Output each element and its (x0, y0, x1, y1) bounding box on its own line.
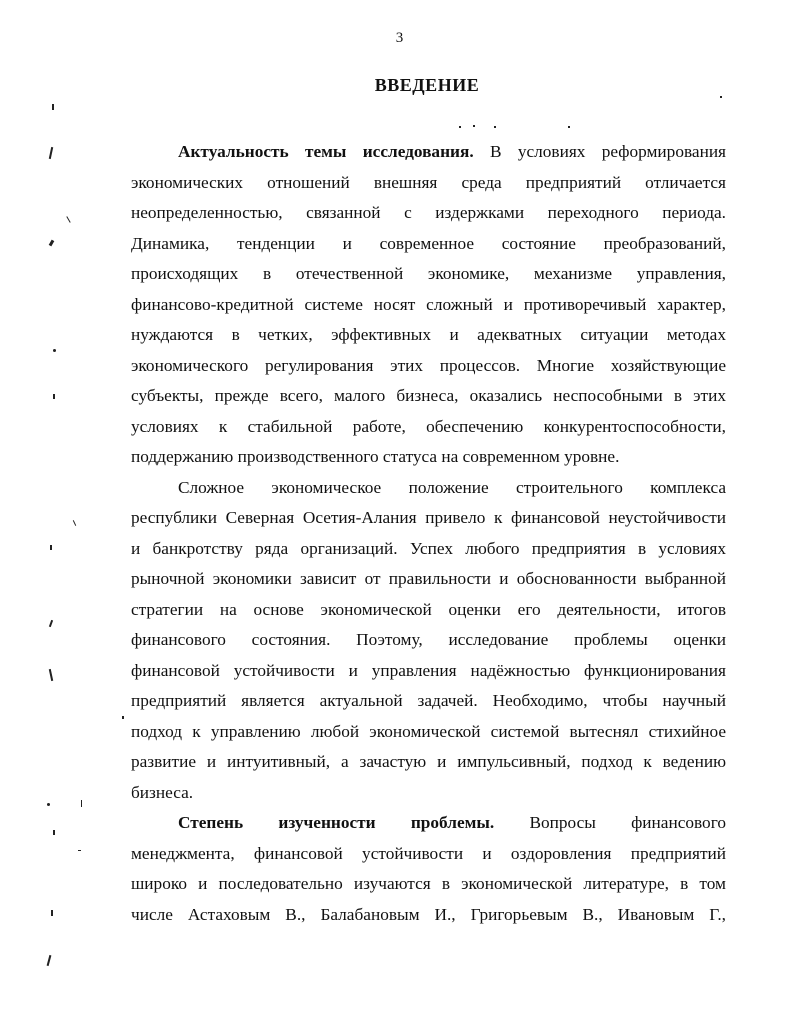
scan-artifact (52, 104, 54, 110)
text-line: Динамика, тенденции и современное состояние преобразований, (131, 233, 726, 253)
text-line: нуждаются в четких, эффективных и адекватных ситуации методах (131, 325, 726, 344)
scan-artifact (47, 803, 50, 806)
text-line: широко и последовательно изучаются в экономической литературе, в том (131, 874, 726, 893)
scan-artifact (568, 126, 570, 128)
text-line: числе Астаховым В., Балабановым И., Григорьевым В., Ивановым Г., (131, 904, 726, 924)
scan-artifact (73, 520, 76, 526)
scan-artifact (473, 125, 475, 127)
scan-artifact (53, 830, 55, 835)
text-line: Сложное экономическое положение строительного комплекса (178, 477, 726, 497)
paragraph-relevance (131, 137, 726, 473)
scan-artifact (66, 216, 70, 223)
text-line: Степень изученности проблемы. Вопросы финансового (178, 813, 726, 832)
paragraph-construction (131, 473, 726, 809)
scan-artifact (459, 126, 461, 128)
scan-artifact (49, 240, 55, 247)
text-line: республики Северная Осетия-Алания привело к финансовой неустойчивости (131, 508, 726, 527)
text-line: Актуальность темы исследования. В условиях реформирования (178, 142, 727, 161)
text-line: происходящих в отечественной экономике, механизме управления, (131, 264, 726, 283)
scan-artifact (50, 545, 52, 550)
text-line: подход к управлению любой экономической системой вытеснял стихийное (131, 721, 726, 741)
text-line: стратегии на основе экономической оценки его деятельности, итогов (131, 599, 726, 619)
scan-artifact (720, 96, 722, 98)
text-line: развитие и интуитивный, а зачастую и импульсивный, подход к ведению (131, 752, 726, 771)
text-line: финансовой устойчивости и управления надёжностью функционирования (131, 660, 726, 680)
scan-artifact (51, 910, 53, 916)
scan-artifact (49, 669, 53, 681)
text-line: и банкротству ряда организаций. Успех любого предприятия в условиях (131, 538, 726, 558)
paragraph-research-degree (131, 808, 726, 930)
text-line: менеджмента, финансовой устойчивости и оздоровления предприятий (131, 843, 726, 863)
page-title: ВВЕДЕНИЕ (374, 75, 480, 95)
scan-artifact (49, 147, 53, 159)
scan-artifact (53, 394, 55, 399)
text-line: субъекты, прежде всего, малого бизнеса, оказались неспособными в этих (131, 386, 726, 405)
scan-artifact (47, 955, 52, 966)
text-line: неопределенностью, связанной с издержками переходного периода. (131, 203, 726, 222)
scan-artifact (53, 349, 56, 352)
text-line: экономических отношений внешняя среда предприятий отличается (131, 172, 726, 192)
text-line: финансового состояния. Поэтому, исследование проблемы оценки (131, 630, 726, 649)
text-line: поддержанию производственного статуса на современном уровне. (131, 447, 620, 466)
text-line: рыночной экономики зависит от правильности и обоснованности выбранной (131, 569, 726, 588)
text-line: финансово-кредитной системе носят сложный и противоречивый характер, (131, 294, 726, 314)
scan-artifact (122, 716, 124, 719)
text-line: условиях к стабильной работе, обеспечению конкурентоспособности, (131, 416, 726, 436)
document-body (131, 137, 726, 930)
text-line: экономического регулирования этих процессов. Многие хозяйствующие (131, 355, 726, 375)
section-lead-relevance: Актуальность темы исследования. (178, 142, 474, 161)
scan-artifact (81, 800, 82, 807)
section-lead-research-degree: Степень изученности проблемы. (178, 813, 495, 832)
page-number: 3 (395, 30, 404, 46)
scan-artifact (78, 850, 81, 851)
scan-artifact (49, 620, 53, 627)
text-line: предприятий является актуальной задачей. Необходимо, чтобы научный (131, 691, 726, 710)
scan-artifact (494, 126, 496, 128)
text-line: бизнеса. (131, 782, 194, 802)
